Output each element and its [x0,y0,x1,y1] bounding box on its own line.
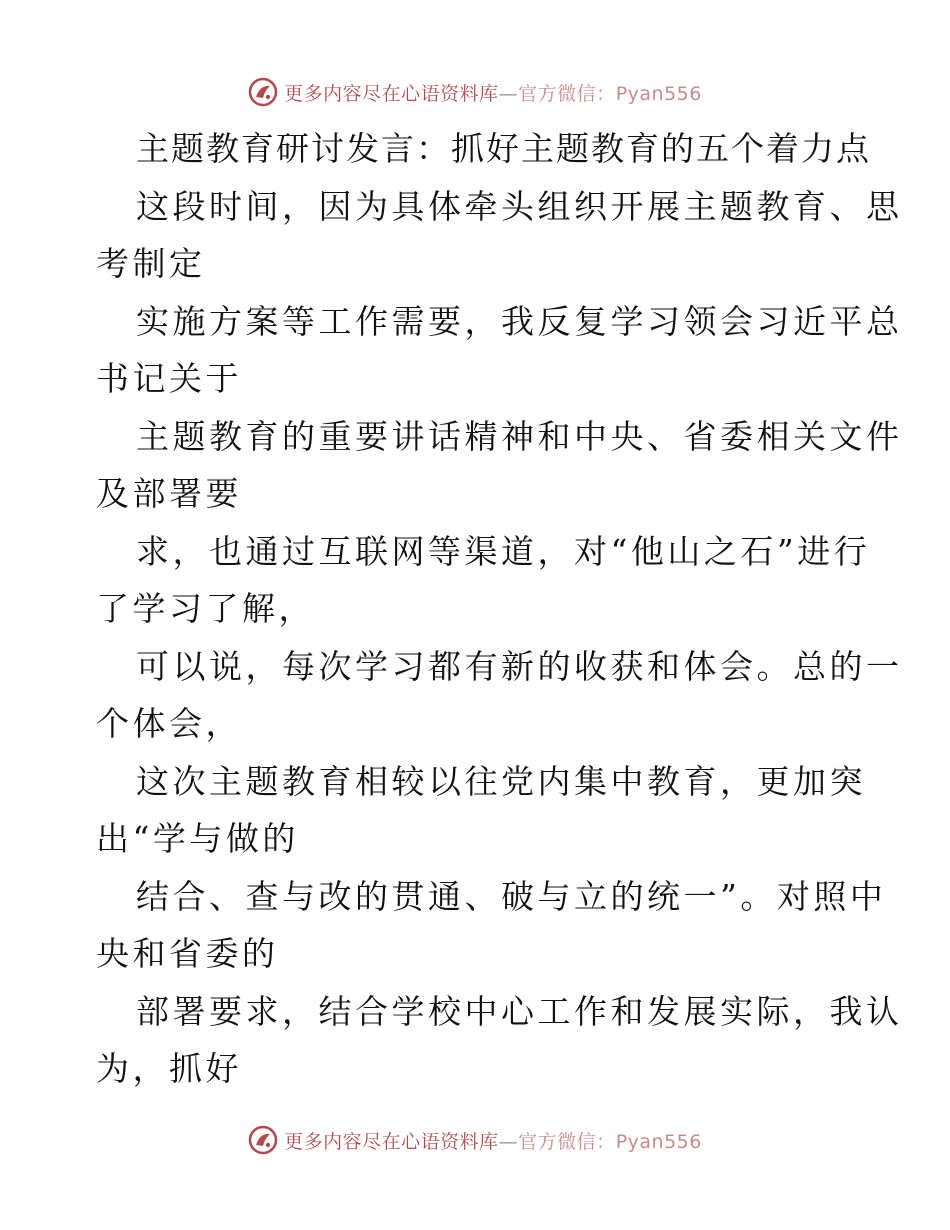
paragraph-line: 央和省委的 [96,934,279,973]
header-banner [0,72,950,112]
footer-wechat-id: Pyan556 [615,1130,702,1153]
footer-wechat-label: 官方微信： [518,1130,616,1153]
paragraph-line: 书记关于 [96,359,242,398]
header-wechat-id: Pyan556 [615,82,702,105]
paragraph-line: 出“学与做的 [96,819,299,858]
paragraph-line: 这次主题教育相较以往党内集中教育，更加突 [136,761,866,801]
footer-brand-text: 更多内容尽在心语资料库 [284,1130,499,1153]
footer-banner-text [284,1127,702,1154]
paragraph-line: 可以说，每次学习都有新的收获和体会。总的一 [136,646,903,686]
paragraph-line: 了学习了解， [96,589,315,628]
document-title: 主题教育研讨发言：抓好主题教育的五个着力点 [136,129,871,168]
paragraph-line: 求，也通过互联网等渠道，对“他山之石”进行 [136,531,871,571]
footer-separator: — [498,1130,519,1153]
paragraph-line: 考制定 [96,244,206,283]
footer-banner [0,1120,950,1160]
paragraph-line: 部署要求，结合学校中心工作和发展实际，我认 [136,991,903,1031]
header-banner-text [284,79,702,106]
header-wechat-label: 官方微信： [518,82,616,105]
paragraph-line: 及部署要 [96,474,242,513]
paragraph-line: 这段时间，因为具体牵头组织开展主题教育、思 [136,186,903,226]
header-separator: — [498,82,519,105]
paragraph-line: 结合、查与改的贯通、破与立的统一”。对照中 [136,876,887,916]
paragraph-line: 为，抓好 [96,1049,242,1088]
brand-logo-icon [248,1125,278,1155]
paragraph-line: 实施方案等工作需要，我反复学习领会习近平总 [136,301,903,341]
header-brand-text: 更多内容尽在心语资料库 [284,82,499,105]
paragraph-line: 个体会， [96,704,242,743]
paragraph-line: 主题教育的重要讲话精神和中央、省委相关文件 [136,416,903,456]
brand-logo-icon [248,77,278,107]
document-body [96,120,903,1098]
